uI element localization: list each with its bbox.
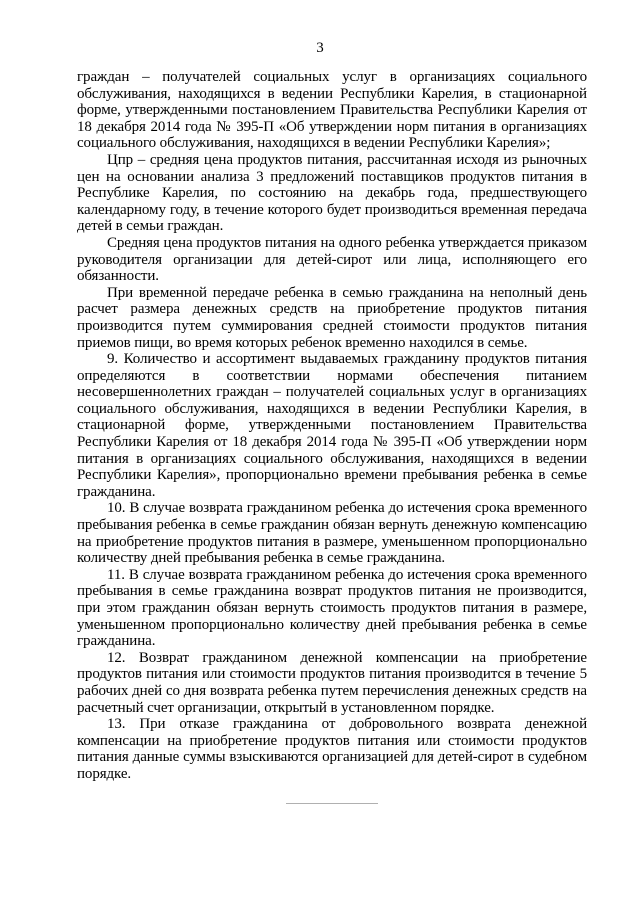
paragraph-item-9: 9. Количество и ассортимент выдаваемых гражданину продуктов питания определяются в соответствии нормами обеспечения питанием несовершеннолетних граждан – получателей социальных услуг в организациях социального обслуживания, находящихся в ведении Республики Карелия, в стационарной форме, утвержденными постановлением Правительства Республики Карелия от 18 декабря 2014 года № 395-П «Об утверждении норм питания в организациях социального обслуживания, находящихся в ведении Республики Карелия», пропорционально времени пребывания ребенка в семье гражданина. xyxy=(77,351,587,500)
document-body xyxy=(77,69,587,783)
paragraph-continuation: граждан – получателей социальных услуг в организациях социального обслуживания, находящихся в ведении Республики Карелия, в стационарной форме, утвержденными постановлением Правительства Республики Карелия от 18 декабря 2014 года № 395-П «Об утверждении норм питания в организациях социального обслуживания, находящихся в ведении Республики Карелия»; xyxy=(77,69,587,152)
paragraph-item-13: 13. При отказе гражданина от добровольного возврата денежной компенсации на приобретение продуктов питания или стоимости продуктов питания данные суммы взыскиваются организацией для детей-сирот в судебном порядке. xyxy=(77,716,587,782)
paragraph-item-10: 10. В случае возврата гражданином ребенка до истечения срока временного пребывания ребенка в семье гражданин обязан вернуть денежную компенсацию на приобретение продуктов питания в размере, уменьшенном пропорционально количеству дней пребывания ребенка в семье гражданина. xyxy=(77,500,587,567)
end-separator-line xyxy=(286,803,378,804)
paragraph-item-12: 12. Возврат гражданином денежной компенсации на приобретение продуктов питания или стоимости продуктов питания производится в течение 5 рабочих дней со дня возврата ребенка путем перечисления денежных средств на расчетный счет организации, открытый в установленном порядке. xyxy=(77,649,587,716)
paragraph-price-definition: Цпр – средняя цена продуктов питания, рассчитанная исходя из рыночных цен на основании анализа 3 предложений поставщиков продуктов питания в Республике Карелия, по состоянию на декабрь года, предшествующего календарному году, в течение которого будет производиться временная передача детей в семьи граждан. xyxy=(77,151,587,235)
paragraph-item-11: 11. В случае возврата гражданином ребенка до истечения срока временного пребывания в семье гражданина возврат продуктов питания не производится, при этом гражданин обязан вернуть стоимость продуктов питания в размере, уменьшенном пропорционально количеству дней пребывания ребенка в семье гражданина. xyxy=(77,566,587,650)
paragraph-partial-day: При временной передаче ребенка в семью гражданина на неполный день расчет размера денежных средств на приобретение продуктов питания производится путем суммирования средней стоимости продуктов питания приемов пищи, во время которых ребенок временно находился в семье. xyxy=(77,284,587,351)
page-number: 3 xyxy=(316,40,324,56)
paragraph-average-price: Средняя цена продуктов питания на одного ребенка утверждается приказом руководителя организации для детей-сирот или лица, исполняющего его обязанности. xyxy=(77,234,587,285)
